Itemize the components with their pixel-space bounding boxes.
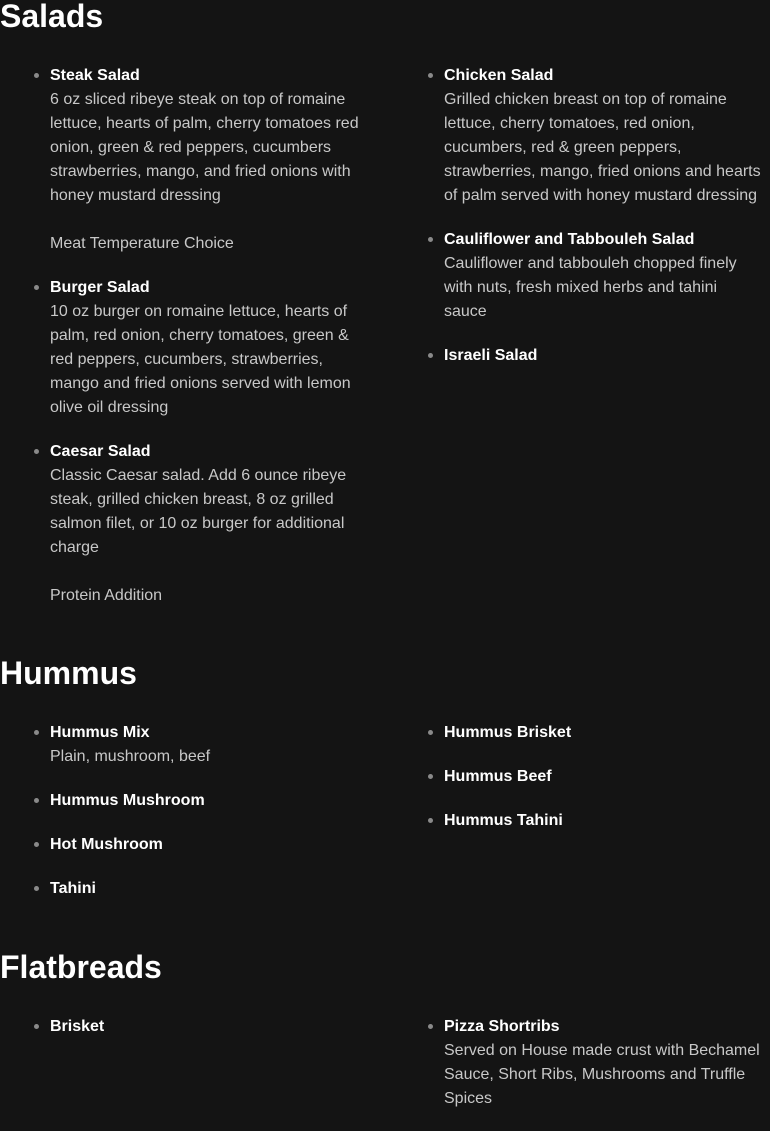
menu-item-steak-salad[interactable] <box>50 64 370 256</box>
menu-item-description: Plain, mushroom, beef <box>50 748 211 765</box>
hummus-right-column <box>444 721 764 853</box>
menu-item-description: 10 oz burger on romaine lettuce, hearts of palm, red onion, cherry tomatoes, green & red peppers, cucumbers, strawberries, mango and fried onions served with lemon olive oil dressing <box>50 303 351 416</box>
bullet-icon <box>34 449 39 454</box>
menu-item-israeli-salad[interactable] <box>444 344 764 368</box>
menu-item-hummus-mix[interactable] <box>50 721 370 769</box>
menu-item-name: Hummus Mushroom <box>50 792 205 809</box>
menu-item-description: Grilled chicken breast on top of romaine lettuce, cherry tomatoes, red onion, cucumbers, red & green peppers, strawberries, mango, fried onions and hearts of palm served with honey mustard dressing <box>444 91 761 204</box>
bullet-icon <box>34 73 39 78</box>
bullet-icon <box>428 237 433 242</box>
flatbreads-right-column <box>444 1015 764 1131</box>
salads-right-column <box>444 64 764 388</box>
menu-item-name: Steak Salad <box>50 67 140 84</box>
bullet-icon <box>428 730 433 735</box>
flatbreads-left-column <box>50 1015 370 1059</box>
menu-item-hummus-mushroom[interactable] <box>50 789 370 813</box>
bullet-icon <box>34 1024 39 1029</box>
menu-item-name: Israeli Salad <box>444 347 538 364</box>
menu-item-name: Cauliflower and Tabbouleh Salad <box>444 231 695 248</box>
menu-item-hummus-tahini[interactable] <box>444 809 764 833</box>
section-title-salads: Salads <box>0 0 104 34</box>
menu-item-name: Hot Mushroom <box>50 836 163 853</box>
menu-item-name: Hummus Tahini <box>444 812 563 829</box>
menu-item-description: Cauliflower and tabbouleh chopped finely with nuts, fresh mixed herbs and tahini sauce <box>444 255 737 320</box>
menu-item-hummus-brisket[interactable] <box>444 721 764 745</box>
menu-item-option: Protein Addition <box>50 587 163 604</box>
menu-item-name: Brisket <box>50 1018 105 1035</box>
menu-item-hummus-beef[interactable] <box>444 765 764 789</box>
menu-item-option: Meat Temperature Choice <box>50 235 234 252</box>
hummus-left-column <box>50 721 370 921</box>
bullet-icon <box>428 353 433 358</box>
menu-item-name: Hummus Beef <box>444 768 552 785</box>
menu-item-name: Tahini <box>50 880 96 897</box>
menu-item-description: 6 oz sliced ribeye steak on top of romaine lettuce, hearts of palm, cherry tomatoes red onion, green & red peppers, cucumbers strawberries, mango, and fried onions with honey mustard dressing <box>50 91 359 204</box>
menu-item-brisket[interactable] <box>50 1015 370 1039</box>
menu-item-chicken-salad[interactable] <box>444 64 764 208</box>
menu-item-cauliflower-tabbouleh-salad[interactable] <box>444 228 764 324</box>
menu-item-description: Served on House made crust with Bechamel Sauce, Short Ribs, Mushrooms and Truffle Spices <box>444 1042 760 1107</box>
menu-item-burger-salad[interactable] <box>50 276 370 420</box>
menu-item-name: Burger Salad <box>50 279 150 296</box>
menu-item-name: Hummus Brisket <box>444 724 572 741</box>
bullet-icon <box>34 886 39 891</box>
bullet-icon <box>34 842 39 847</box>
menu-item-tahini[interactable] <box>50 877 370 901</box>
menu-item-name: Pizza Shortribs <box>444 1018 560 1035</box>
menu-item-caesar-salad[interactable] <box>50 440 370 608</box>
bullet-icon <box>34 285 39 290</box>
bullet-icon <box>34 730 39 735</box>
menu-item-name: Hummus Mix <box>50 724 150 741</box>
menu-item-name: Caesar Salad <box>50 443 151 460</box>
menu-item-name: Chicken Salad <box>444 67 554 84</box>
section-title-flatbreads: Flatbreads <box>0 949 162 985</box>
bullet-icon <box>34 798 39 803</box>
salads-left-column <box>50 64 370 628</box>
bullet-icon <box>428 1024 433 1029</box>
bullet-icon <box>428 73 433 78</box>
bullet-icon <box>428 818 433 823</box>
bullet-icon <box>428 774 433 779</box>
menu-item-description: Classic Caesar salad. Add 6 ounce ribeye steak, grilled chicken breast, 8 oz grilled salmon filet, or 10 oz burger for additional charge <box>50 467 347 556</box>
section-title-hummus: Hummus <box>0 655 137 691</box>
menu-item-hot-mushroom[interactable] <box>50 833 370 857</box>
